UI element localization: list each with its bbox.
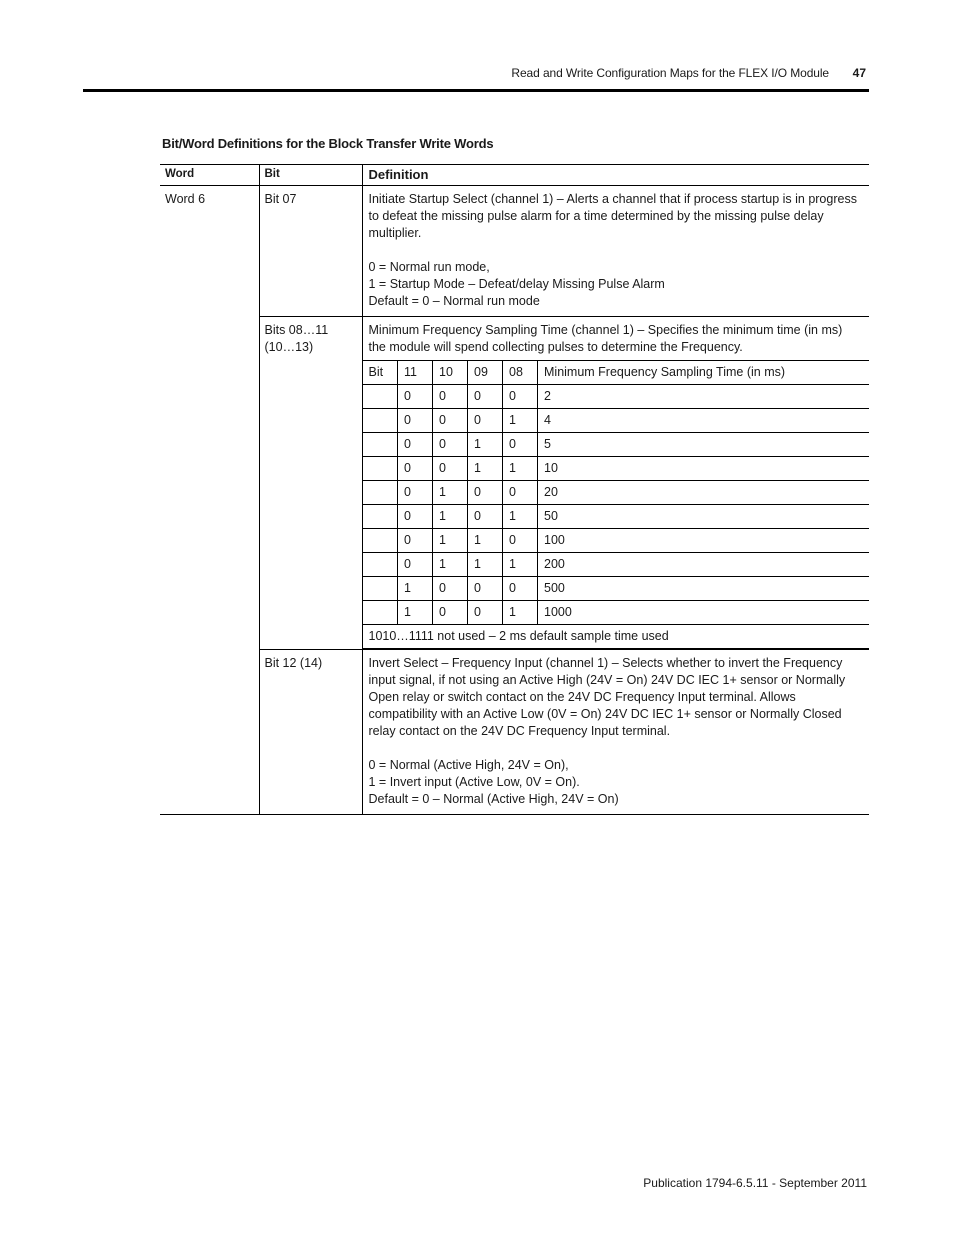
- sampling-spacer-cell: [363, 529, 398, 553]
- sampling-bit-value: 0: [503, 577, 538, 601]
- sampling-bit-value: 1: [503, 457, 538, 481]
- definition-cell-bits0811: [362, 317, 869, 650]
- sampling-table-header-row: [363, 361, 870, 385]
- sampling-time-value: 200: [538, 553, 870, 577]
- sampling-bit-value: 0: [398, 553, 433, 577]
- sampling-bit-value: 0: [398, 481, 433, 505]
- sampling-bit-value: 1: [468, 457, 503, 481]
- publication-footer: Publication 1794-6.5.11 - September 2011: [643, 1176, 867, 1190]
- sampling-bit-value: 0: [468, 385, 503, 409]
- definition-cell-bit07: [362, 186, 869, 317]
- sampling-header-cell: 10: [433, 361, 468, 385]
- sampling-time-value: 10: [538, 457, 870, 481]
- sampling-time-value: 1000: [538, 601, 870, 625]
- sampling-bit-value: 1: [468, 529, 503, 553]
- sampling-bit-value: 0: [433, 601, 468, 625]
- sampling-table-row: [363, 433, 870, 457]
- column-header-word: Word: [160, 165, 259, 186]
- table-title: Bit/Word Definitions for the Block Transfer Write Words: [162, 136, 494, 151]
- bit-word-definitions-table: [160, 164, 869, 815]
- definition-value-line: 1 = Startup Mode – Defeat/delay Missing Pulse Alarm: [368, 277, 665, 291]
- definition-value-line: 0 = Normal (Active High, 24V = On),: [368, 758, 569, 772]
- bit-range-alt-label: (10…13): [264, 340, 314, 354]
- sampling-bit-value: 0: [398, 433, 433, 457]
- sampling-spacer-cell: [363, 505, 398, 529]
- sampling-spacer-cell: [363, 409, 398, 433]
- sampling-table-row: [363, 457, 870, 481]
- sampling-bit-value: 0: [468, 601, 503, 625]
- sampling-time-value: 500: [538, 577, 870, 601]
- definition-text: Minimum Frequency Sampling Time (channel 1) – Specifies the minimum time (in ms) the module will spend collecting pulses to determine the Frequency.: [368, 323, 843, 354]
- sampling-bit-value: 0: [503, 481, 538, 505]
- sampling-bit-value: 0: [433, 577, 468, 601]
- sampling-time-value: 2: [538, 385, 870, 409]
- bit-cell-bit07: Bit 07: [259, 186, 362, 317]
- sampling-bit-value: 1: [398, 577, 433, 601]
- sampling-bit-value: 0: [433, 457, 468, 481]
- sampling-bit-value: 1: [468, 433, 503, 457]
- definition-text: Invert Select – Frequency Input (channel 1) – Selects whether to invert the Frequency input signal, if not using an Active High (24V = On) 24V DC IEC 1+ sensor or Normally Open relay or switch contact on the 24V DC Frequency Input terminal. Allows compatibility with an Active Low (0V = On) 24V DC IEC 1+ sensor or Normally Closed relay contact on the 24V DC Frequency Input terminal.: [368, 656, 846, 738]
- sampling-table-row: [363, 385, 870, 409]
- sampling-header-cell: 09: [468, 361, 503, 385]
- sampling-bit-value: 0: [468, 409, 503, 433]
- bit-cell-bit12: Bit 12 (14): [259, 650, 362, 815]
- sampling-time-value: 50: [538, 505, 870, 529]
- sampling-bit-value: 1: [503, 409, 538, 433]
- sampling-spacer-cell: [363, 577, 398, 601]
- sampling-bit-value: 0: [503, 433, 538, 457]
- table-row-bit07: [160, 186, 869, 317]
- sampling-time-value: 100: [538, 529, 870, 553]
- definition-cell-bit12: [362, 650, 869, 815]
- sampling-bit-value: 0: [503, 385, 538, 409]
- sampling-note: 1010…1111 not used – 2 ms default sample time used: [363, 625, 870, 649]
- sampling-bit-value: 0: [433, 409, 468, 433]
- sampling-bit-value: 1: [503, 601, 538, 625]
- sampling-bit-value: 0: [398, 385, 433, 409]
- column-header-definition: Definition: [362, 165, 869, 186]
- sampling-bit-value: 1: [433, 529, 468, 553]
- table-row-bits0811: [160, 317, 869, 650]
- sampling-spacer-cell: [363, 385, 398, 409]
- sampling-bit-value: 1: [433, 481, 468, 505]
- header-rule: [83, 89, 869, 92]
- sampling-time-value: 20: [538, 481, 870, 505]
- sampling-bit-value: 1: [398, 601, 433, 625]
- sampling-bit-value: 0: [468, 577, 503, 601]
- sampling-bit-value: 0: [433, 433, 468, 457]
- definition-default-line: Default = 0 – Normal run mode: [368, 294, 540, 308]
- sampling-table-row: [363, 481, 870, 505]
- sampling-table-row: [363, 409, 870, 433]
- sampling-header-cell: 08: [503, 361, 538, 385]
- sampling-bit-value: 0: [503, 529, 538, 553]
- sampling-spacer-cell: [363, 481, 398, 505]
- sampling-note-row: [363, 625, 870, 649]
- sampling-bit-value: 1: [433, 553, 468, 577]
- running-header: Read and Write Configuration Maps for the FLEX I/O Module: [511, 66, 829, 80]
- sampling-bit-value: 1: [503, 553, 538, 577]
- sampling-time-value: 5: [538, 433, 870, 457]
- definition-text: Initiate Startup Select (channel 1) – Alerts a channel that if process startup is in progress to defeat the missing pulse alarm for a time determined by the missing pulse delay multiplier.: [368, 192, 857, 240]
- sampling-spacer-cell: [363, 601, 398, 625]
- sampling-header-cell: 11: [398, 361, 433, 385]
- column-header-bit: Bit: [259, 165, 362, 186]
- sampling-spacer-cell: [363, 457, 398, 481]
- sampling-bit-value: 0: [398, 457, 433, 481]
- sampling-bit-value: 0: [433, 385, 468, 409]
- sampling-table-row: [363, 553, 870, 577]
- sampling-table-row: [363, 601, 870, 625]
- sampling-bit-value: 0: [468, 505, 503, 529]
- sampling-spacer-cell: [363, 553, 398, 577]
- table-row-bit12: [160, 650, 869, 815]
- word-cell: Word 6: [160, 186, 259, 815]
- definition-value-line: 0 = Normal run mode,: [368, 260, 490, 274]
- sampling-bit-value: 0: [398, 529, 433, 553]
- definition-default-line: Default = 0 – Normal (Active High, 24V = On): [368, 792, 619, 806]
- sampling-bit-value: 0: [468, 481, 503, 505]
- sampling-table-row: [363, 505, 870, 529]
- sampling-header-cell: Minimum Frequency Sampling Time (in ms): [538, 361, 870, 385]
- bit-range-label: Bits 08…11: [264, 323, 329, 337]
- sampling-table-row: [363, 577, 870, 601]
- sampling-time-table: [363, 360, 870, 649]
- sampling-header-cell: Bit: [363, 361, 398, 385]
- sampling-time-value: 4: [538, 409, 870, 433]
- definition-value-line: 1 = Invert input (Active Low, 0V = On).: [368, 775, 580, 789]
- table-header-row: [160, 165, 869, 186]
- sampling-bit-value: 1: [503, 505, 538, 529]
- sampling-bit-value: 0: [398, 505, 433, 529]
- sampling-spacer-cell: [363, 433, 398, 457]
- page-number: 47: [852, 66, 866, 80]
- bit-cell-bits0811: [259, 317, 362, 650]
- sampling-bit-value: 1: [433, 505, 468, 529]
- sampling-bit-value: 0: [398, 409, 433, 433]
- sampling-table-row: [363, 529, 870, 553]
- sampling-bit-value: 1: [468, 553, 503, 577]
